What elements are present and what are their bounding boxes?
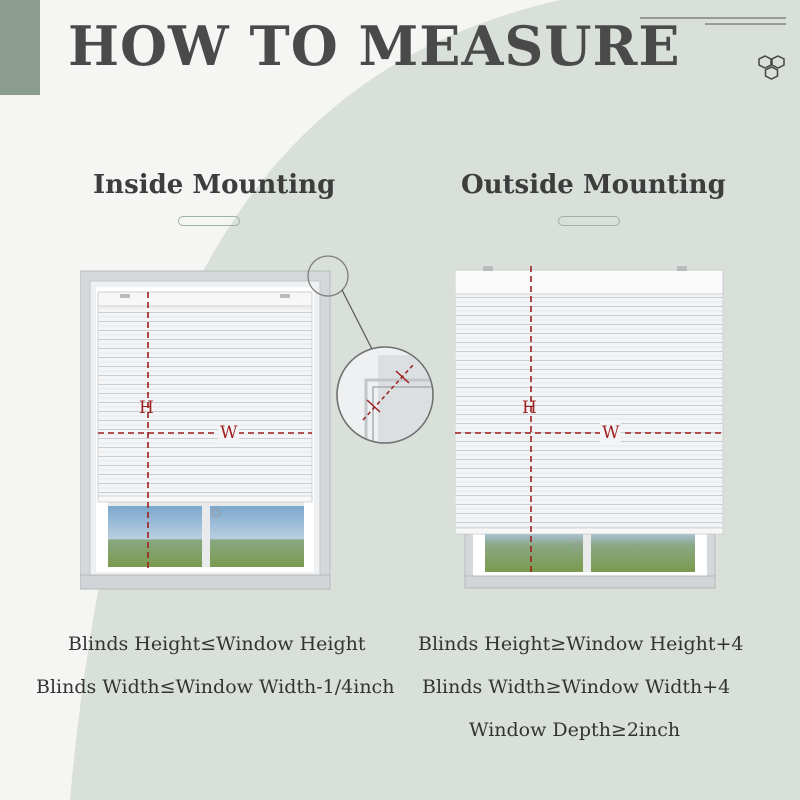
outside-h-label: H <box>522 398 537 418</box>
page-title: HOW TO MEASURE <box>68 14 681 78</box>
green-accent-bar <box>0 0 40 95</box>
inside-caption-height: Blinds Height≤Window Height <box>68 633 366 655</box>
inside-h-label: H <box>139 398 154 418</box>
inside-w-label: W <box>220 423 238 443</box>
outside-caption-depth: Window Depth≥2inch <box>469 719 681 741</box>
hexagon-cluster-icon <box>755 54 789 82</box>
outside-mount-illustration <box>455 262 735 592</box>
inside-heading-divider <box>178 216 240 226</box>
outside-pleated-shade <box>455 294 723 532</box>
outside-mounting-heading: Outside Mounting <box>461 170 726 200</box>
outside-caption-width: Blinds Width≥Window Width+4 <box>422 676 731 698</box>
inside-mounting-heading: Inside Mounting <box>93 170 336 200</box>
outside-heading-divider <box>558 216 620 226</box>
outside-w-label: W <box>602 423 620 443</box>
inside-mount-illustration <box>80 250 450 595</box>
inside-caption-width: Blinds Width≤Window Width-1/4inch <box>36 676 395 698</box>
inside-pleated-shade <box>98 306 312 499</box>
outside-caption-height: Blinds Height≥Window Height+4 <box>418 633 744 655</box>
